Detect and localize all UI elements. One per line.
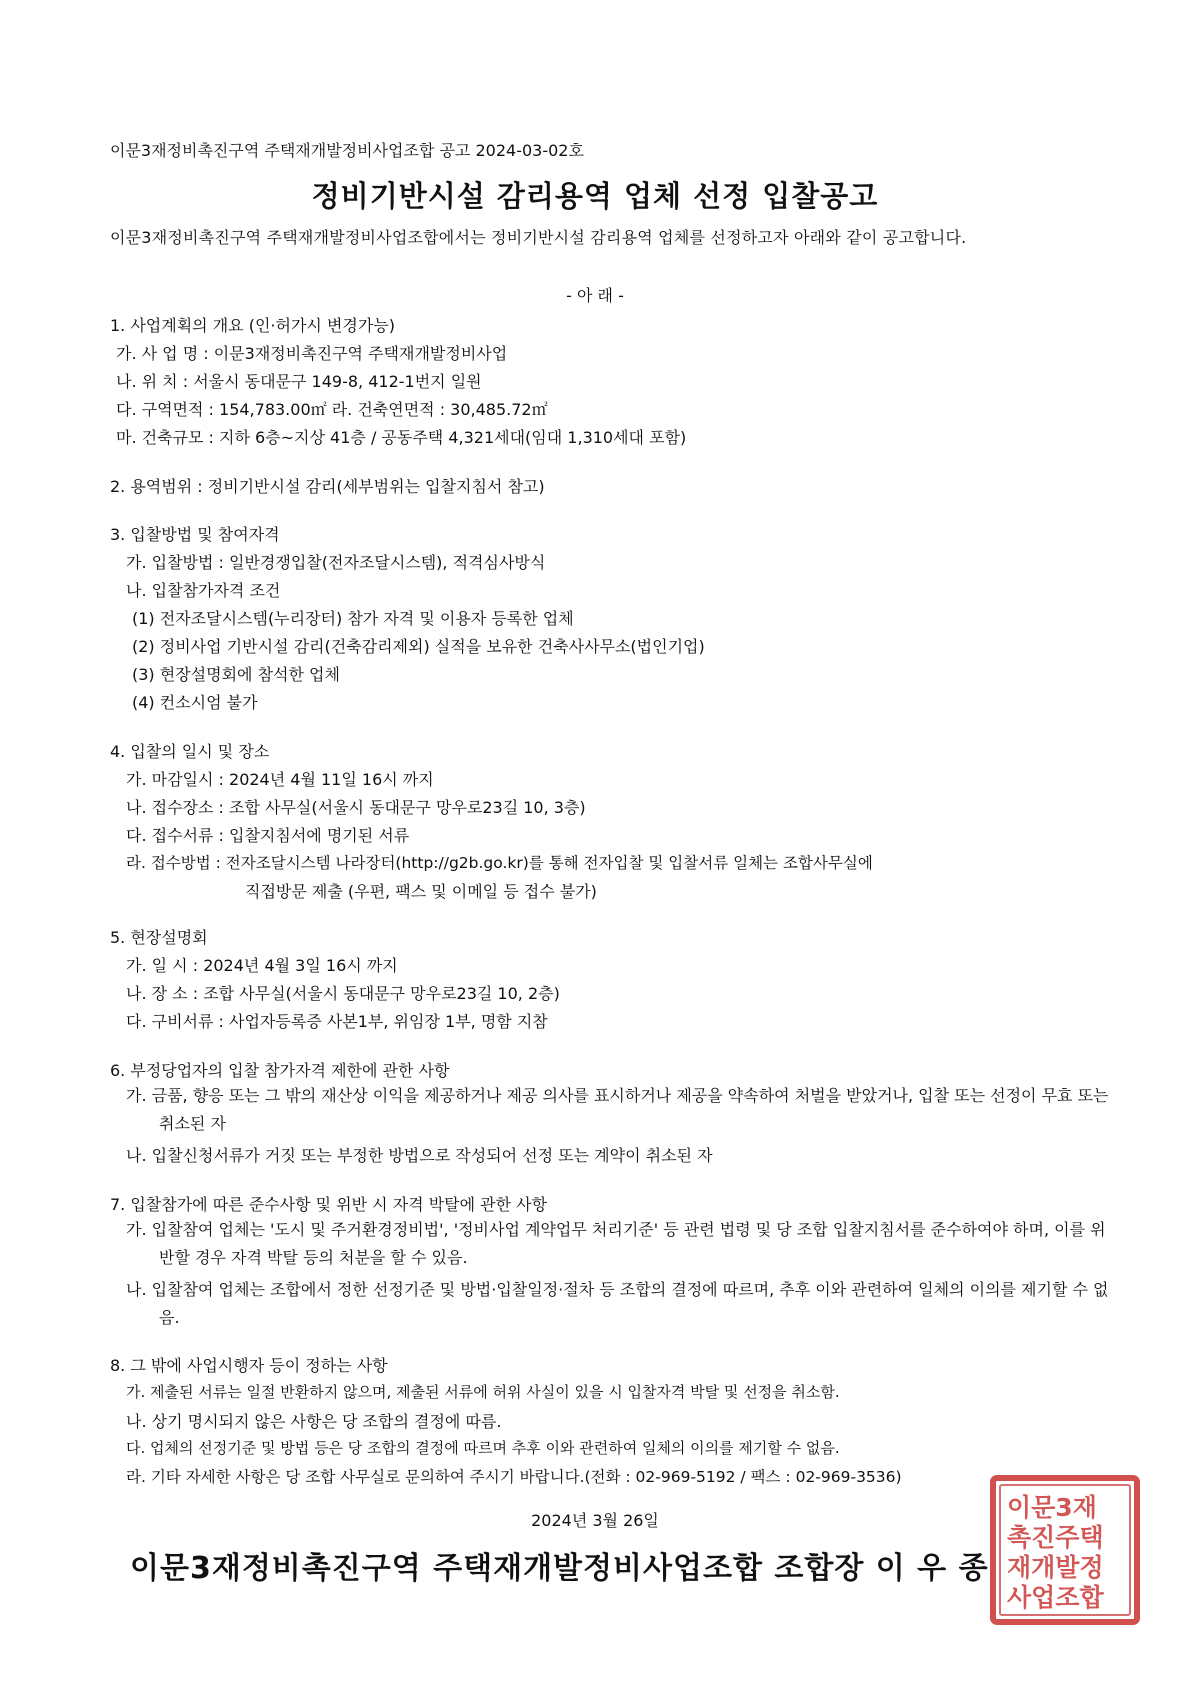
- section-3-item-b: 나. 입찰참가자격 조건: [126, 581, 281, 600]
- section-1-title: 1. 사업계획의 개요 (인·허가시 변경가능): [110, 316, 396, 335]
- section-8-item-d: 라. 기타 자세한 사항은 당 조합 사무실로 문의하여 주시기 바랍니다.(전화 : 02-969-5192 / 팩스 : 02-969-3536): [126, 1468, 902, 1486]
- section-3-item-b1: (1) 전자조달시스템(누리장터) 참가 자격 및 이용자 등록한 업체: [132, 609, 574, 628]
- section-4-item-b: 나. 접수장소 : 조합 사무실(서울시 동대문구 망우로23길 10, 3층): [126, 798, 586, 817]
- section-6-item-a: 가. 금품, 향응 또는 그 밖의 재산상 이익을 제공하거나 제공 의사를 표시하거나 제공을 약속하여 처벌을 받았거나, 입찰 또는 선정이 무효 또는 취소된 자: [126, 1086, 1109, 1133]
- section-3-title: 3. 입찰방법 및 참여자격: [110, 525, 280, 544]
- section-5-item-b: 나. 장 소 : 조합 사무실(서울시 동대문구 망우로23길 10, 2층): [126, 984, 560, 1003]
- section-7-item-b: 나. 입찰참여 업체는 조합에서 정한 선정기준 및 방법·입찰일정·절차 등 조합의 결정에 따르며, 추후 이와 관련하여 일체의 이의를 제기할 수 없음.: [126, 1280, 1109, 1327]
- page-title: 정비기반시설 감리용역 업체 선정 입찰공고: [311, 179, 879, 213]
- section-3-item-b2: (2) 정비사업 기반시설 감리(건축감리제외) 실적을 보유한 건축사사무소(법인기업): [132, 637, 705, 656]
- section-8-title: 8. 그 밖에 사업시행자 등이 정하는 사항: [110, 1356, 388, 1375]
- section-subhead: - 아 래 -: [566, 286, 624, 305]
- svg-text:촉진주택: 촉진주택: [1007, 1523, 1104, 1552]
- section-3-item-a: 가. 입찰방법 : 일반경쟁입찰(전자조달시스템), 적격심사방식: [126, 553, 546, 572]
- section-1-item-b: 나. 위 치 : 서울시 동대문구 149-8, 412-1번지 일원: [116, 372, 482, 391]
- section-4-title: 4. 입찰의 일시 및 장소: [110, 742, 270, 761]
- section-4-item-c: 다. 접수서류 : 입찰지침서에 명기된 서류: [126, 826, 410, 845]
- svg-text:사업조합: 사업조합: [1007, 1583, 1104, 1612]
- section-4-item-d: 라. 접수방법 : 전자조달시스템 나라장터(http://g2b.go.kr)를 통해 전자입찰 및 입찰서류 일체는 조합사무실에: [126, 854, 873, 872]
- section-6-item-b: 나. 입찰신청서류가 거짓 또는 부정한 방법으로 작성되어 선정 또는 계약이 취소된 자: [126, 1146, 713, 1165]
- section-5-item-a: 가. 일 시 : 2024년 4월 3일 16시 까지: [126, 956, 398, 975]
- section-1-item-a: 가. 사 업 명 : 이문3재정비촉진구역 주택재개발정비사업: [116, 344, 508, 363]
- section-5-title: 5. 현장설명회: [110, 928, 208, 947]
- signature-line: 이문3재정비촉진구역 주택재개발정비사업조합 조합장 이 우 종: [130, 1551, 989, 1586]
- section-6-title: 6. 부정당업자의 입찰 참가자격 제한에 관한 사항: [110, 1061, 450, 1080]
- section-3-item-b3: (3) 현장설명회에 참석한 업체: [132, 665, 340, 684]
- section-8-item-a: 가. 제출된 서류는 일절 반환하지 않으며, 제출된 서류에 허위 사실이 있을 시 입찰자격 박탈 및 선정을 취소함.: [126, 1383, 840, 1401]
- notice-number: 이문3재정비촉진구역 주택재개발정비사업조합 공고 2024-03-02호: [110, 141, 584, 160]
- section-8-item-c: 다. 업체의 선정기준 및 방법 등은 당 조합의 결정에 따르며 추후 이와 관련하여 일체의 이의를 제기할 수 없음.: [126, 1439, 840, 1457]
- official-seal-stamp: [989, 1474, 1141, 1626]
- section-1-item-c: 다. 구역면적 : 154,783.00㎡ 라. 건축연면적 : 30,485.72㎡: [116, 400, 548, 419]
- section-7-title: 7. 입찰참가에 따른 준수사항 및 위반 시 자격 박탈에 관한 사항: [110, 1195, 548, 1214]
- intro-paragraph: 이문3재정비촉진구역 주택재개발정비사업조합에서는 정비기반시설 감리용역 업체를 선정하고자 아래와 같이 공고합니다.: [110, 228, 967, 247]
- section-7-item-a: 가. 입찰참여 업체는 '도시 및 주거환경정비법', '정비사업 계약업무 처리기준' 등 관련 법령 및 당 조합 입찰지침서를 준수하여야 하며, 이를 위반할 경우 자격 박탈 등의 처분을 할 수 있음.: [126, 1220, 1106, 1267]
- section-4-item-a: 가. 마감일시 : 2024년 4월 11일 16시 까지: [126, 770, 434, 789]
- section-5-item-c: 다. 구비서류 : 사업자등록증 사본1부, 위임장 1부, 명함 지참: [126, 1012, 548, 1031]
- section-1-item-d: 마. 건축규모 : 지하 6층~지상 41층 / 공동주택 4,321세대(임대 1,310세대 포함): [116, 428, 687, 447]
- svg-text:이문3재: 이문3재: [1007, 1493, 1097, 1522]
- section-3-item-b4: (4) 컨소시엄 불가: [132, 693, 258, 712]
- section-2-title: 2. 용역범위 : 정비기반시설 감리(세부범위는 입찰지침서 참고): [110, 477, 545, 496]
- section-4-item-d-cont: 직접방문 제출 (우편, 팩스 및 이메일 등 접수 불가): [245, 882, 597, 901]
- issue-date: 2024년 3월 26일: [531, 1511, 659, 1530]
- section-8-item-b: 나. 상기 명시되지 않은 사항은 당 조합의 결정에 따름.: [126, 1412, 502, 1431]
- svg-text:재개발정: 재개발정: [1007, 1553, 1104, 1582]
